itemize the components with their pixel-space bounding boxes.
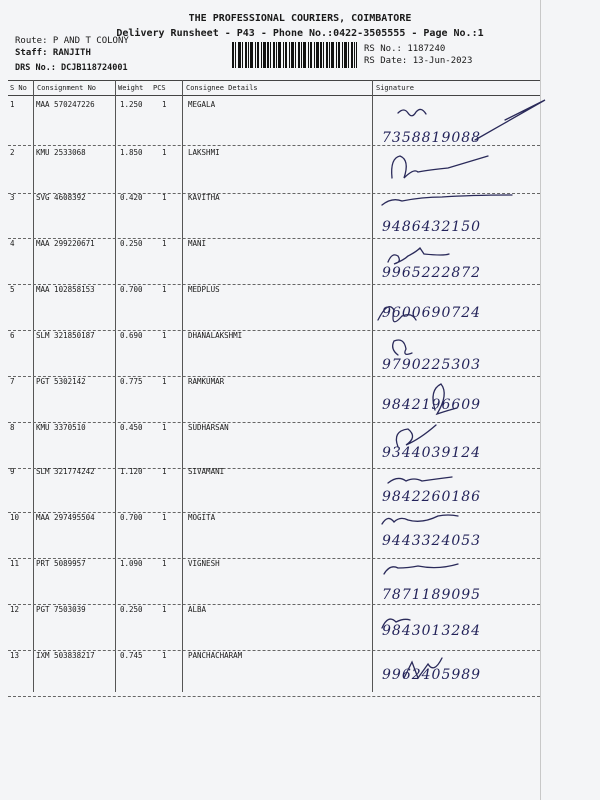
row-consignment-no: MAA 297495504 [36, 513, 95, 522]
row-sno: 2 [10, 148, 15, 157]
row-signature-phone: 9842260186 [382, 489, 482, 505]
row-consignee: MEDPLUS [188, 285, 220, 294]
row-consignee: DHANALAKSHMI [188, 331, 243, 340]
col-header-pcs: PCS [153, 84, 166, 92]
row-consignment-no: SLM 321774242 [36, 467, 95, 476]
rs-date: RS Date: 13-Jun-2023 [364, 56, 473, 66]
row-signature-phone: 9443324053 [382, 533, 482, 549]
row-consignee: ALBA [188, 605, 207, 614]
row-signature-phone: 9965222872 [382, 265, 482, 281]
row-consignee: VIGNESH [188, 559, 220, 568]
row-consignee: MOGITA [188, 513, 216, 522]
row-consignment-no: SVG 4608392 [36, 193, 86, 202]
staff-label: Staff: RANJITH [15, 48, 91, 58]
row-consignment-no: PGT 5302142 [36, 377, 86, 386]
row-consignee: SUDHARSAN [188, 423, 229, 432]
row-pcs: 1 [162, 285, 167, 294]
table-top-rule [8, 80, 540, 81]
row-signature-phone: 7358819088 [382, 130, 482, 146]
row-consignee: MEGALA [188, 100, 216, 109]
row-signature-phone: 9600690724 [382, 305, 482, 321]
row-signature-phone: 9344039124 [382, 445, 482, 461]
row-pcs: 1 [162, 148, 167, 157]
row-consignment-no: MAA 570247226 [36, 100, 95, 109]
row-pcs: 1 [162, 559, 167, 568]
col-header-consignee: Consignee Details [186, 84, 258, 92]
row-separator [8, 696, 540, 697]
row-weight: 1.250 [120, 100, 143, 109]
barcode-image [232, 42, 357, 68]
row-weight: 1.120 [120, 467, 143, 476]
row-weight: 0.690 [120, 331, 143, 340]
route-label: Route: P AND T COLONY [15, 36, 129, 46]
row-consignment-no: MAA 102858153 [36, 285, 95, 294]
row-weight: 0.700 [120, 513, 143, 522]
row-weight: 0.420 [120, 193, 143, 202]
row-signature-phone: 9790225303 [382, 357, 482, 373]
row-weight: 1.090 [120, 559, 143, 568]
row-sno: 6 [10, 331, 15, 340]
row-pcs: 1 [162, 100, 167, 109]
row-consignee: RAMKUMAR [188, 377, 225, 386]
row-signature-phone: 9486432150 [382, 219, 482, 235]
row-pcs: 1 [162, 239, 167, 248]
company-title: THE PROFESSIONAL COURIERS, COIMBATORE [188, 13, 412, 24]
row-pcs: 1 [162, 513, 167, 522]
row-consignment-no: KMU 3370510 [36, 423, 86, 432]
row-consignment-no: SLM 321850187 [36, 331, 95, 340]
row-sno: 10 [10, 513, 20, 522]
row-consignment-no: MAA 299220671 [36, 239, 95, 248]
row-pcs: 1 [162, 651, 167, 660]
row-pcs: 1 [162, 193, 167, 202]
row-separator [8, 193, 540, 194]
row-separator [8, 145, 540, 146]
row-pcs: 1 [162, 331, 167, 340]
row-weight: 1.850 [120, 148, 143, 157]
col-divider [33, 80, 34, 692]
col-header-sno: S No [10, 84, 27, 92]
row-sno: 4 [10, 239, 15, 248]
row-consignment-no: PRT 5089957 [36, 559, 86, 568]
row-signature-phone: 9962405989 [382, 667, 482, 683]
row-sno: 5 [10, 285, 15, 294]
row-separator [8, 376, 540, 377]
row-consignee: LAKSHMI [188, 148, 220, 157]
rs-number: RS No.: 1187240 [364, 44, 446, 54]
row-consignment-no: PGT 7503039 [36, 605, 86, 614]
row-weight: 0.250 [120, 239, 143, 248]
col-divider [182, 80, 183, 692]
runsheet-subtitle: Delivery Runsheet - P43 - Phone No.:0422-3505555 - Page No.:1 [116, 28, 484, 39]
page-edge [540, 0, 541, 800]
row-sno: 8 [10, 423, 15, 432]
row-consignee: SIVAMANI [188, 467, 225, 476]
col-divider [115, 80, 116, 692]
row-signature-phone: 7871189095 [382, 587, 482, 603]
row-sno: 12 [10, 605, 20, 614]
col-divider [372, 80, 373, 692]
row-sno: 1 [10, 100, 15, 109]
row-signature-phone: 9842196609 [382, 397, 482, 413]
col-header-consignment: Consignment No [37, 84, 97, 92]
row-pcs: 1 [162, 377, 167, 386]
row-sno: 9 [10, 467, 15, 476]
row-separator [8, 604, 540, 605]
row-separator [8, 558, 540, 559]
row-sno: 7 [10, 377, 15, 386]
row-sno: 3 [10, 193, 15, 202]
row-consignee: KAVITHA [188, 193, 220, 202]
row-consignment-no: KMU 2533068 [36, 148, 86, 157]
row-weight: 0.745 [120, 651, 143, 660]
col-header-weight: Weight [118, 84, 144, 92]
row-consignment-no: IXM 503838217 [36, 651, 95, 660]
row-separator [8, 422, 540, 423]
table-header-rule [8, 95, 540, 96]
row-sno: 13 [10, 651, 20, 660]
row-signature-phone: 9843013284 [382, 623, 482, 639]
row-weight: 0.250 [120, 605, 143, 614]
row-pcs: 1 [162, 423, 167, 432]
row-pcs: 1 [162, 467, 167, 476]
col-header-signature: Signature [376, 84, 414, 92]
row-pcs: 1 [162, 605, 167, 614]
drs-number: DRS No.: DCJB118724001 [15, 63, 128, 73]
row-sno: 11 [10, 559, 20, 568]
row-consignee: PANCHACHARAM [188, 651, 243, 660]
row-weight: 0.450 [120, 423, 143, 432]
row-weight: 0.775 [120, 377, 143, 386]
row-weight: 0.700 [120, 285, 143, 294]
row-consignee: MANI [188, 239, 207, 248]
